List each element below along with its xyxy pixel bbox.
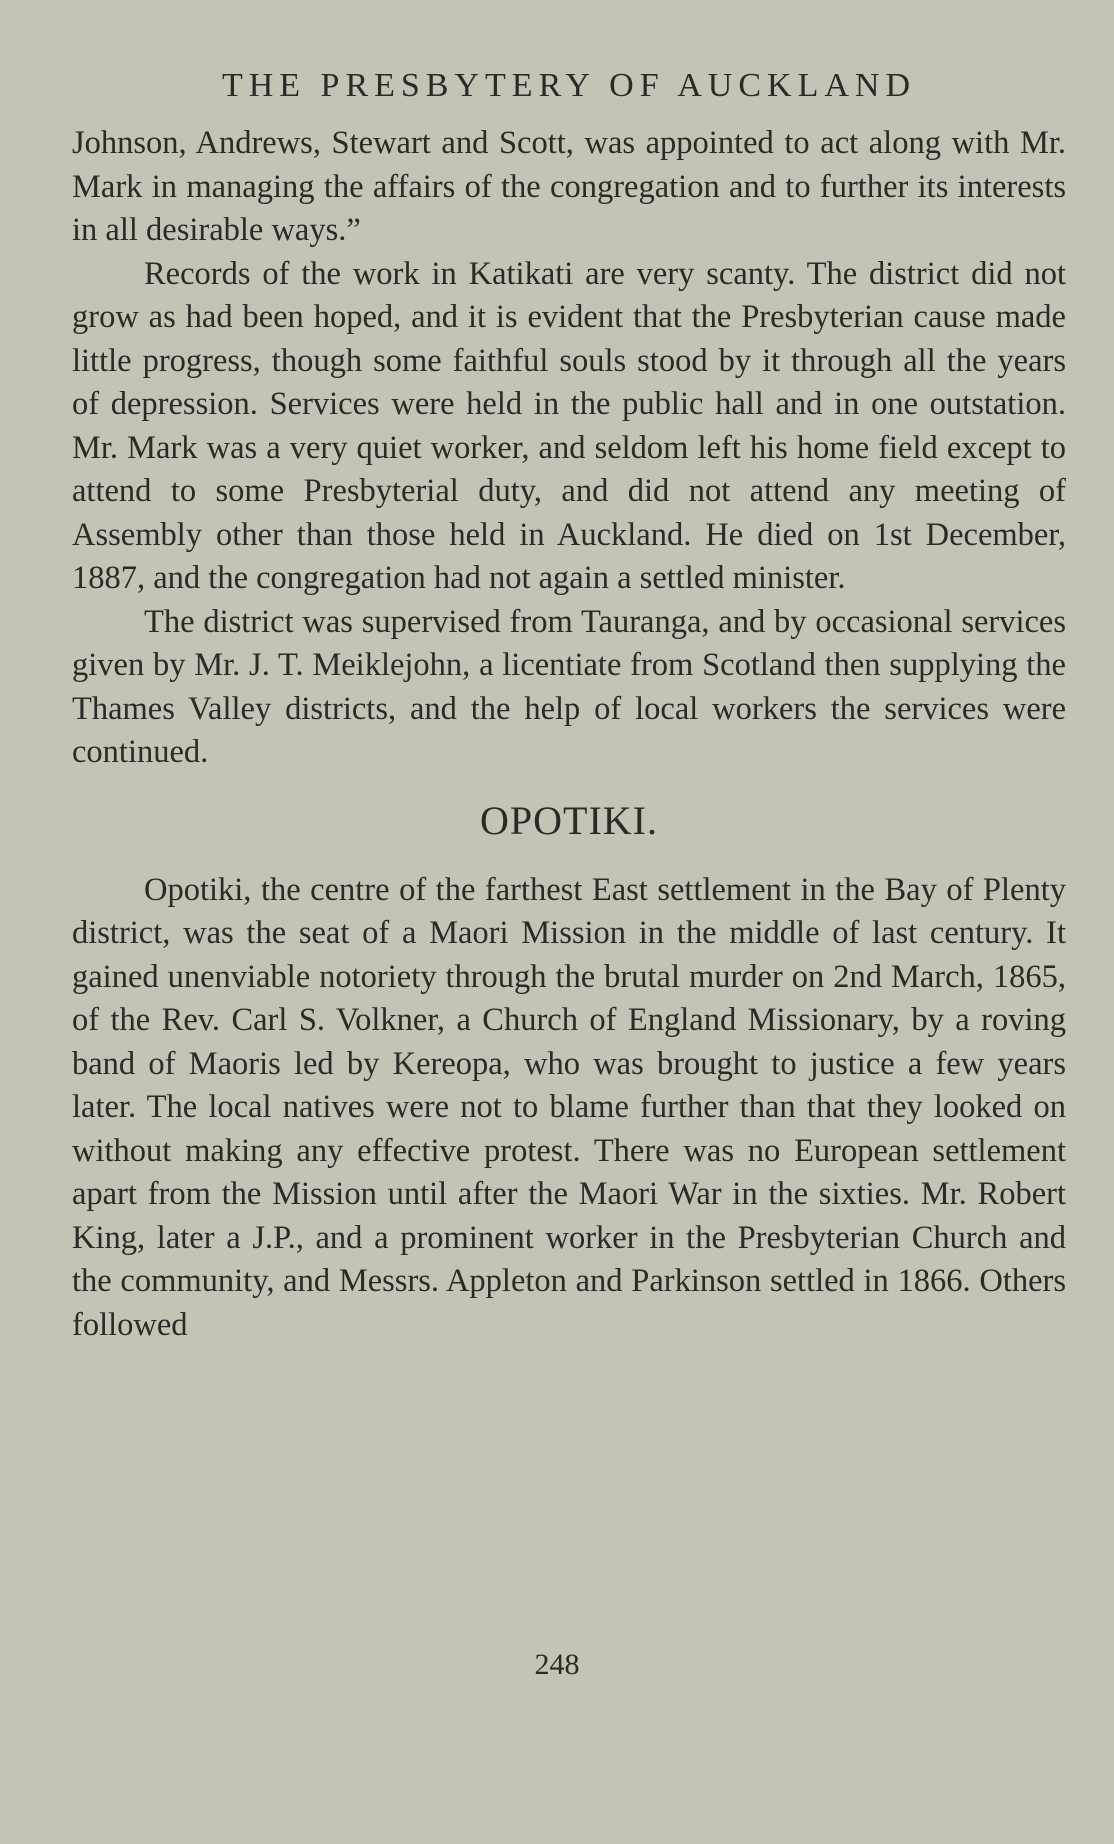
section-heading: OPOTIKI. xyxy=(480,797,658,843)
paragraph-opotiki: Opotiki, the centre of the farthest East settlement in the Bay of Plenty district, was the seat of a Maori Mission in the middle of last century. It gained unenviable notoriety through the brutal murder on 2nd March, 1865, of the Rev. Carl S. Volkner, a Church of England Missionary, by a roving band of Maoris led by Kereopa, who was brought to justice a few years later. The local natives were not to blame further than that they looked on without making any effective protest. There was no European settlement apart from the Mission until after the Maori War in the sixties. Mr. Robert King, later a J.P., and a prominent worker in the Presbyterian Church and the community, and Messrs. Appleton and Parkinson settled in 1866. Others followed xyxy=(72,871,1066,1343)
paragraph-katikati-records: Records of the work in Katikati are very scanty. The district did not grow as had been hoped, and it is evident that the Presbyterian cause made little progress, though some faithful souls stood by it through all the years of depression. Services were held in the public hall and in one outstation. Mr. Mark was a very quiet worker, and seldom left his home field except to attend to some Presbyterial duty, and did not attend any meeting of Assembly other than those held in Auckland. He died on 1st December, 1887, and the congregation had not again a settled minister. xyxy=(72,255,1066,596)
running-head: THE PRESBYTERY OF AUCKLAND xyxy=(221,67,917,104)
paragraph-tauranga-supervision: The district was supervised from Tauranga, and by occasional services given by Mr. J. T. Meiklejohn, a licentiate from Scotland then supplying the Thames Valley districts, and the help of local workers the services were continued. xyxy=(72,603,1066,770)
paragraph-continued: Johnson, Andrews, Stewart and Scott, was appointed to act along with Mr. Mark in managing the affairs of the congregation and to further its interests in all desirable ways.” xyxy=(72,125,1066,248)
page-number: 248 xyxy=(534,1648,580,1681)
